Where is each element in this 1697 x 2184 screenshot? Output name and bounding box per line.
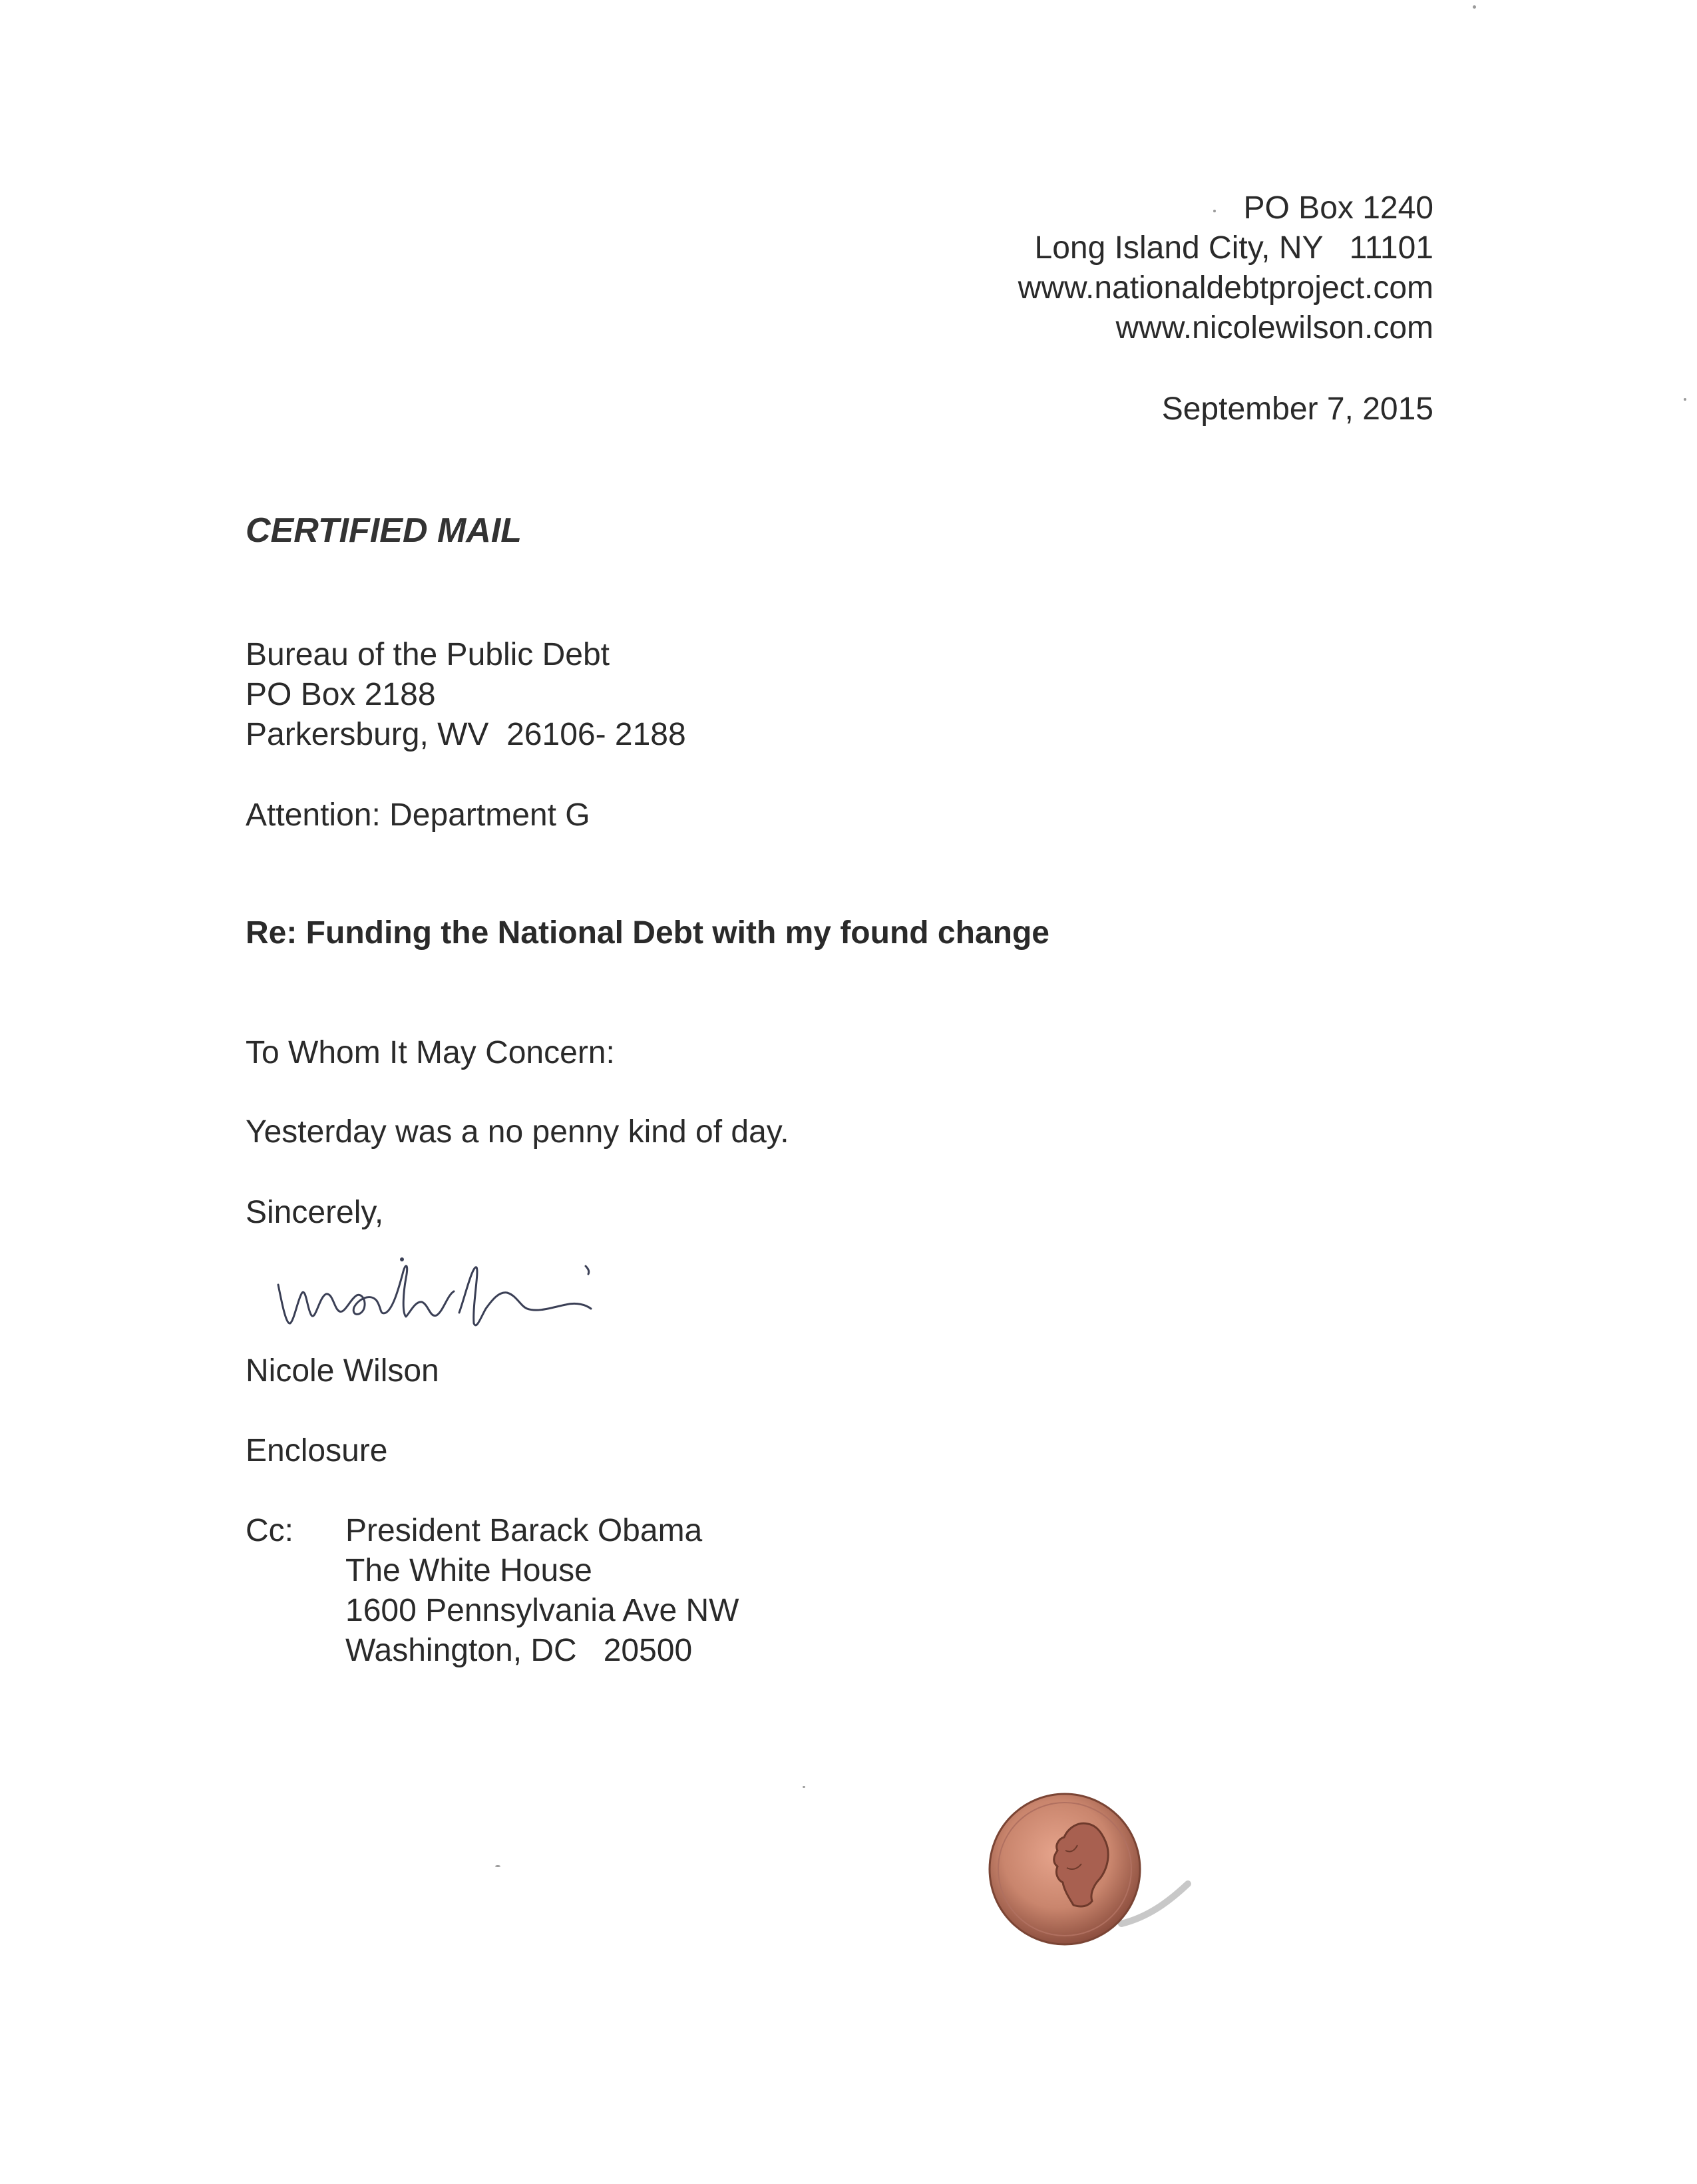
scan-speck	[1473, 5, 1476, 9]
letter-date: September 7, 2015	[1161, 391, 1433, 427]
penny-coin-icon	[988, 1784, 1201, 1960]
sender-website: www.nationaldebtproject.com	[1018, 270, 1433, 306]
cc-line: The White House	[345, 1553, 592, 1588]
recipient-address	[246, 635, 686, 755]
sender-address	[768, 188, 1433, 348]
letter-body: Yesterday was a no penny kind of day.	[246, 1114, 789, 1150]
cc-line: 1600 Pennsylvania Ave NW	[345, 1593, 739, 1628]
scan-speck	[1684, 398, 1686, 401]
closing: Sincerely,	[246, 1195, 384, 1230]
salutation: To Whom It May Concern:	[246, 1035, 615, 1070]
recipient-line: PO Box 2188	[246, 677, 436, 712]
attention-line: Attention: Department G	[246, 797, 590, 833]
signer-name: Nicole Wilson	[246, 1353, 439, 1389]
subject-line: Re: Funding the National Debt with my found change	[246, 915, 1049, 951]
recipient-line: Parkersburg, WV 26106- 2188	[246, 717, 686, 752]
sender-website: www.nicolewilson.com	[1115, 310, 1433, 345]
scan-speck	[495, 1865, 500, 1867]
certified-mail-heading: CERTIFIED MAIL	[246, 511, 522, 550]
enclosure-note: Enclosure	[246, 1433, 388, 1468]
cc-line: President Barack Obama	[345, 1513, 703, 1548]
cc-label: Cc:	[246, 1513, 293, 1548]
sender-line: PO Box 1240	[1243, 190, 1433, 226]
signature-icon	[273, 1251, 646, 1355]
cc-line: Washington, DC 20500	[345, 1633, 693, 1668]
cc-address	[345, 1511, 739, 1671]
recipient-line: Bureau of the Public Debt	[246, 637, 610, 672]
scan-speck	[803, 1786, 805, 1788]
sender-line: Long Island City, NY 11101	[1034, 230, 1433, 266]
